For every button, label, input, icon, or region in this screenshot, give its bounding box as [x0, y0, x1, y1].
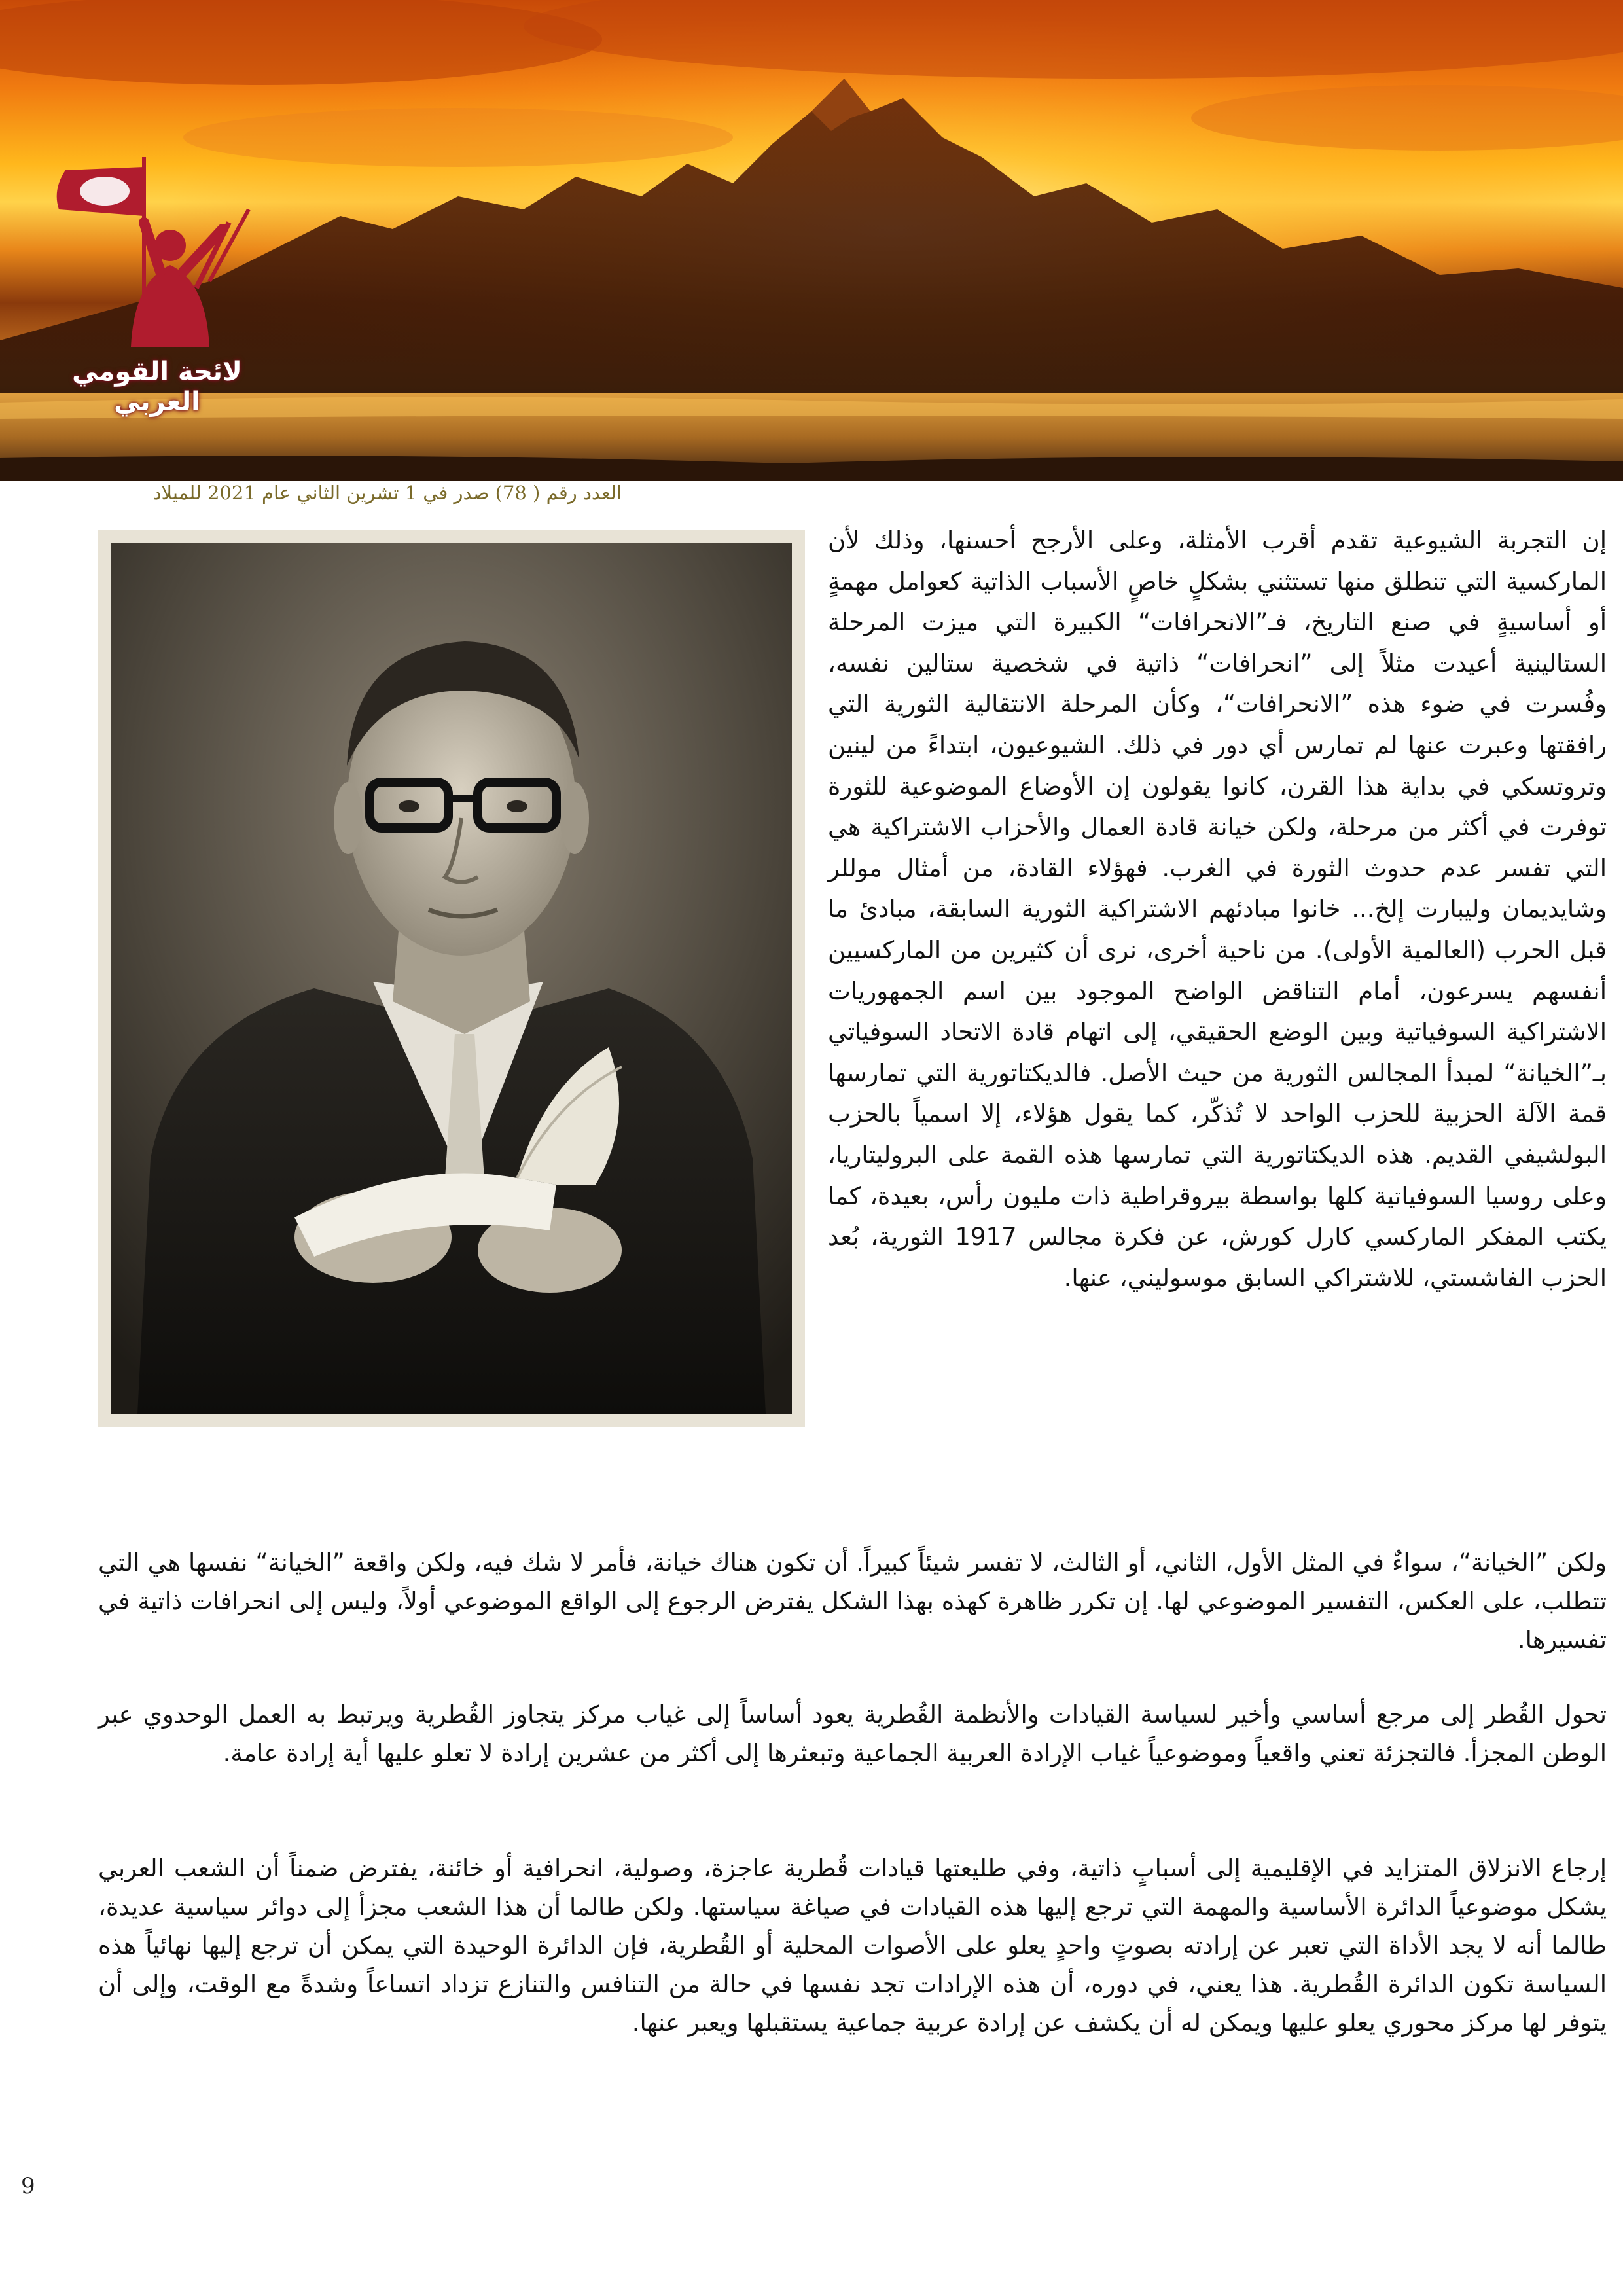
article-paragraph: تحول القُطر إلى مرجع أساسي وأخير لسياسة القيادات والأنظمة القُطرية يعود أساساً إلى غياب مركز يتجاوز القُطرية ويرتبط به العمل الوحدوي عبر الوطن المجزأ. فالتجزئة تعني واقعياً وموضوعياً غياب الإرادة العربية الجماعية وتبعثرها إلى أكثر من عشرين إرادة لا تعلو عليها أية إرادة عامة. [98, 1700, 1607, 1767]
page-number: 9 [21, 2173, 35, 2199]
issue-info: العدد رقم ( 78) صدر في 1 تشرين الثاني عام 2021 للميلاد [152, 482, 622, 504]
emblem-label: لائحة القومي العربي [72, 357, 242, 417]
portrait-photo [98, 530, 805, 1427]
article-paragraph: إرجاع الانزلاق المتزايد في الإقليمية إلى أسبابٍ ذاتية، وفي طليعتها قيادات قُطرية عاجزة، وصولية، انحرافية أو خائنة، يفترض ضمناً أن الشعب العربي يشكل موضوعياً الدائرة الأساسية والمهمة التي ترجع إليها هذه القيادات في صياغة سياستها. ولكن طالما أن هذا الشعب مجزأ إلى دوائر سياسية عديدة، طالما أنه لا يجد الأداة التي تعبر عن إرادته بصوتٍ واحدٍ يعلو على الأصوات المحلية أو القُطرية، فإن الدائرة الوحيدة التي يمكن أن ترجع إليها نهائياً هذه السياسة تكون الدائرة القُطرية. هذا يعني، في دوره، أن هذه الإرادات تجد نفسها في حالة من التنافس والتنازع تزداد اتساعاً وشدةً مع الوقت، وإلى أن يتوفر لها مركز محوري يعلو عليها ويمكن له أن يكشف عن إرادة عربية جماعية يستقبلها ويعبر عنها. [98, 1854, 1607, 2037]
article-column-text: إن التجربة الشيوعية تقدم أقرب الأمثلة، وعلى الأرجح أحسنها، وذلك لأن الماركسية التي تنطلق منها تستثني بشكلٍ خاصٍ الأسباب الذاتية كعوامل مهمةٍ أو أساسيةٍ في صنع التاريخ، فـ”الانحرافات“ الكبيرة التي ميزت المرحلة الستالينية أعيدت مثلاً إلى ”انحرافات“ ذاتية في شخصية ستالين نفسه، وفُسرت في ضوء هذه ”الانحرافات“، وكأن المرحلة الانتقالية الثورية التي رافقتها وعبرت عنها لم تمارس أي دور في ذلك. الشيوعيون، ابتداءً من لينين وتروتسكي في بداية هذا القرن، كانوا يقولون إن الأوضاع الموضوعية للثورة توفرت في أكثر من مرحلة، ولكن خيانة قادة العمال والأحزاب الاشتراكية هي التي تفسر عدم حدوث الثورة في الغرب. فهؤلاء القادة، من أمثال موللر وشايديمان وليبارت إلخ... خانوا مبادئهم الاشتراكية الثورية السابقة، مبادئ ما قبل الحرب (العالمية الأولى). من ناحية أخرى، نرى أن كثيرين من الماركسيين أنفسهم يسرعون، أمام التناقض الواضح الموجود بين اسم الجمهوريات الاشتراكية السوفياتية وبين الوضع الحقيقي، إلى اتهام قادة الاتحاد السوفياتي بـ”الخيانة“ لمبدأ المجالس الثورية من حيث الأصل. فالديكتاتورية التي تمارسها قمة الآلة الحزبية للحزب الواحد لا تُذكّر، كما يقول هؤلاء، إلا اسمياً بالحزب البولشيفي القديم. هذه الديكتاتورية التي تمارسها هذه القمة على البروليتاريا، وعلى روسيا السوفياتية كلها بواسطة بيروقراطية ذات مليون رأس، بعيدة، كما يكتب المفكر الماركسي كارل كورش، عن فكرة مجالس 1917 الثورية، بُعد الحزب الفاشستي، للاشتراكي السابق موسوليني، عنها. [828, 526, 1607, 1292]
header-banner [0, 0, 1623, 481]
article-paragraph: ولكن ”الخيانة“، سواءٌ في المثل الأول، الثاني، أو الثالث، لا تفسر شيئاً كبيراً. أن تكون هناك خيانة، فأمر لا شك فيه، ولكن واقعة ”الخيانة“ نفسها هي التي تتطلب، على العكس، التفسير الموضوعي لها. إن تكرر ظاهرة كهذه بهذا الشكل يفترض الرجوع إلى الواقع الموضوعي أولاً، وليس إلى انحرافات ذاتية في تفسيرها. [98, 1549, 1607, 1654]
